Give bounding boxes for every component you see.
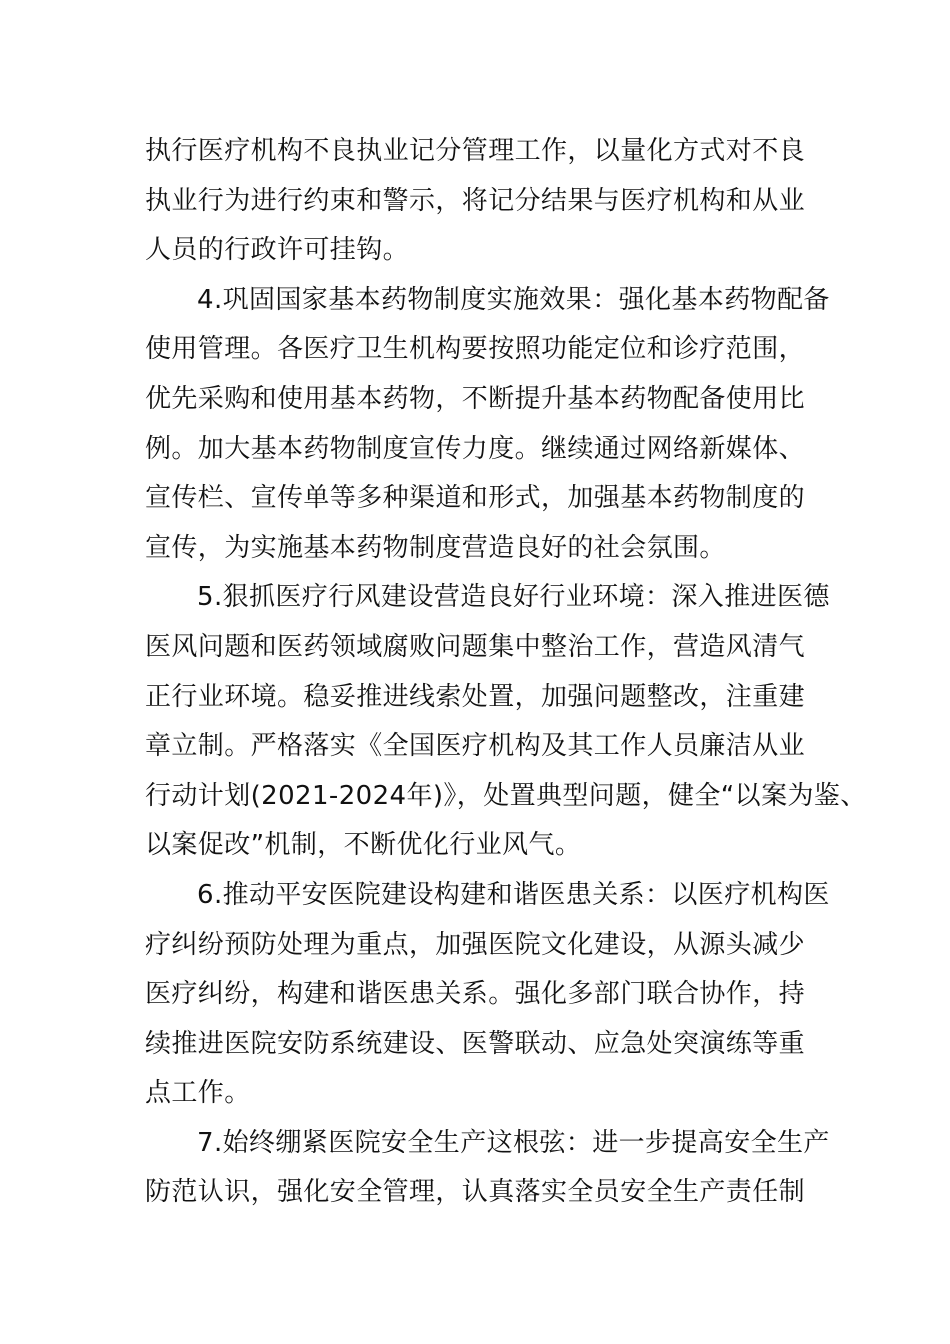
text-line: 执业行为进行约束和警示，将记分结果与医疗机构和从业 — [145, 185, 806, 216]
paragraph-item-5 — [145, 573, 867, 871]
paragraph-item-7 — [145, 1119, 830, 1218]
text-line: 宣传栏、宣传单等多种渠道和形式，加强基本药物制度的 — [145, 483, 806, 514]
text-line: 人员的行政许可挂钩。 — [145, 235, 410, 266]
paragraph-item-4 — [145, 276, 830, 574]
text-line: 6.推动平安医院建设构建和谐医患关系：以医疗机构医 — [197, 879, 830, 910]
text-line: 7.始终绷紧医院安全生产这根弦：进一步提高安全生产 — [197, 1127, 830, 1158]
text-line: 医风问题和医药领域腐败问题集中整治工作，营造风清气 — [145, 631, 806, 662]
text-line: 行动计划(2021-2024年)》，处置典型问题，健全“以案为鉴、 — [145, 780, 867, 811]
text-line: 以案促改”机制，不断优化行业风气。 — [145, 830, 582, 861]
text-line: 4.巩固国家基本药物制度实施效果：强化基本药物配备 — [197, 284, 830, 315]
text-line: 5.狠抓医疗行风建设营造良好行业环境：深入推进医德 — [197, 582, 830, 613]
text-line: 医疗纠纷，构建和谐医患关系。强化多部门联合协作，持 — [145, 979, 806, 1010]
paragraph-continuation — [145, 127, 820, 276]
text-line: 点工作。 — [145, 1078, 251, 1109]
text-line: 使用管理。各医疗卫生机构要按照功能定位和诊疗范围， — [145, 334, 806, 365]
text-line: 疗纠纷预防处理为重点，加强医院文化建设，从源头减少 — [145, 929, 806, 960]
text-line: 正行业环境。稳妥推进线索处置，加强问题整改，注重建 — [145, 681, 806, 712]
text-line: 续推进医院安防系统建设、医警联动、应急处突演练等重 — [145, 1028, 806, 1059]
text-line: 章立制。严格落实《全国医疗机构及其工作人员廉洁从业 — [145, 731, 806, 762]
text-line: 例。加大基本药物制度宣传力度。继续通过网络新媒体、 — [145, 433, 806, 464]
text-line: 防范认识，强化安全管理，认真落实全员安全生产责任制 — [145, 1177, 806, 1208]
text-line: 优先采购和使用基本药物，不断提升基本药物配备使用比 — [145, 383, 806, 414]
paragraph-item-6 — [145, 871, 830, 1119]
document-body — [145, 127, 867, 1218]
text-line: 宣传，为实施基本药物制度营造良好的社会氛围。 — [145, 532, 726, 563]
text-line: 执行医疗机构不良执业记分管理工作，以量化方式对不良 — [145, 136, 806, 166]
